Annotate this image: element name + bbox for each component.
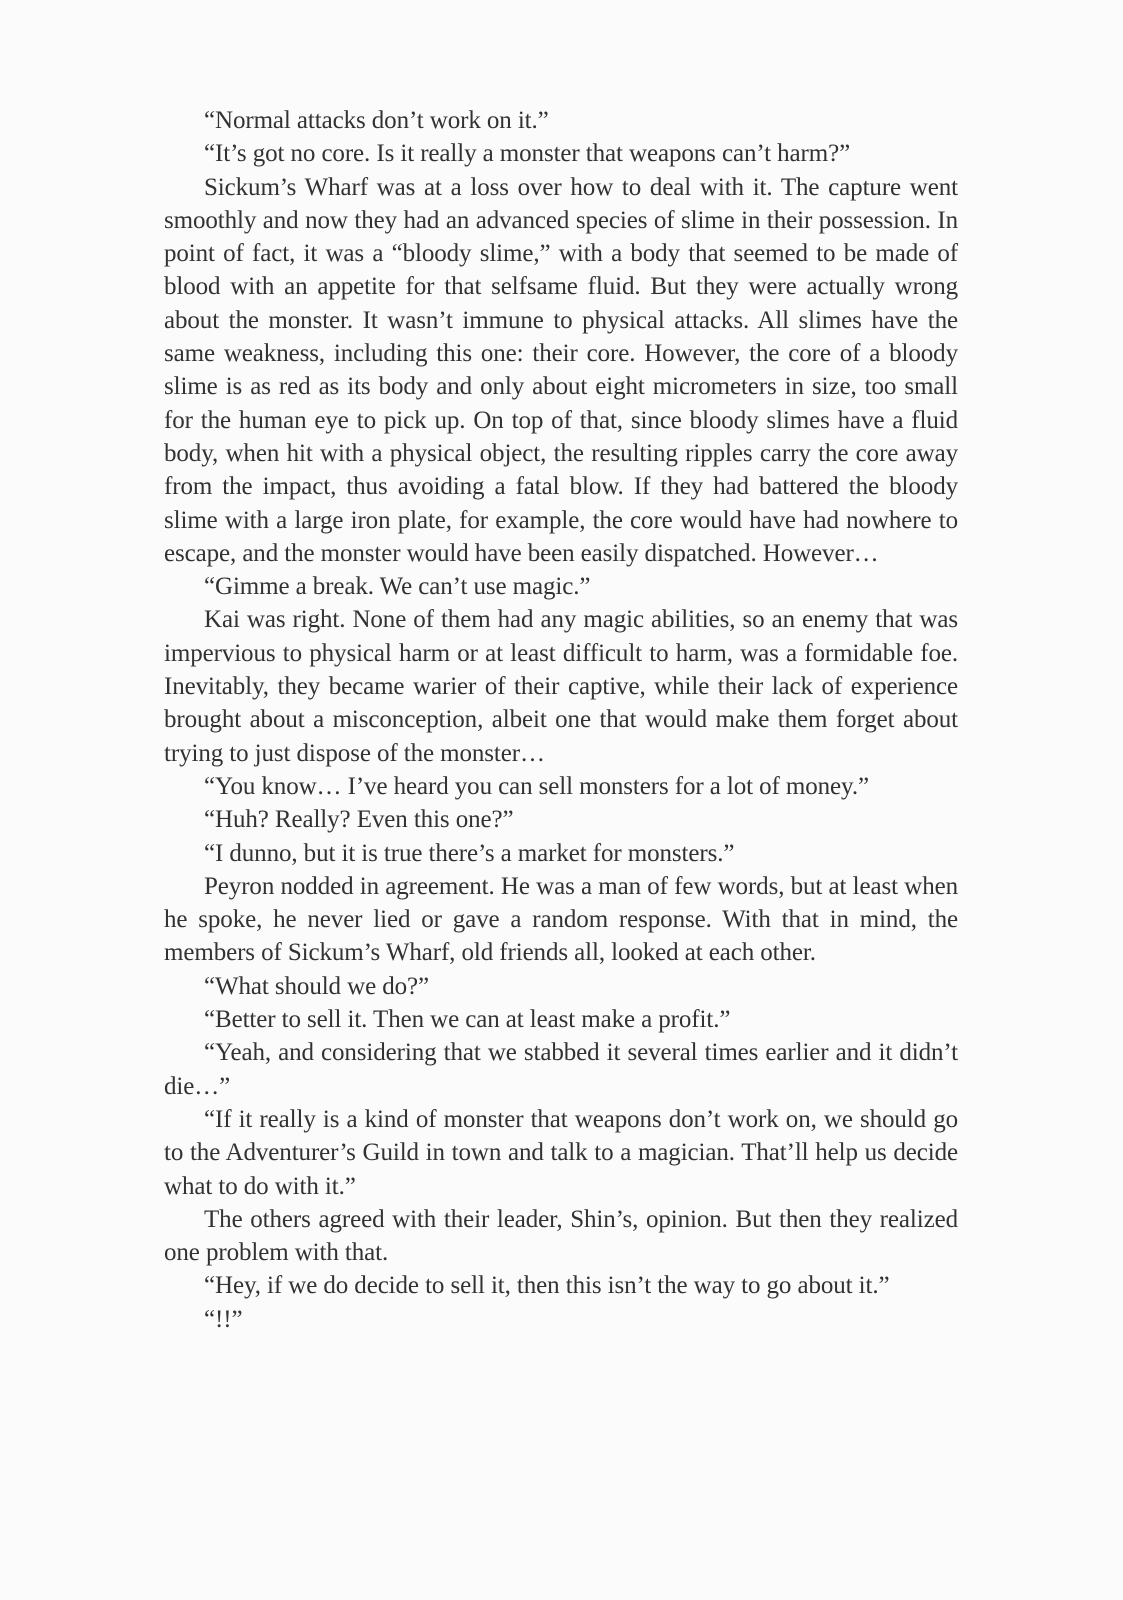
paragraph-dialogue: “!!” xyxy=(204,1305,243,1333)
paragraph-narrative: Sickum’s Wharf was at a loss over how to deal with it. The capture went smoothly and now they had an advanced species of slime in their possession. In point of fact, it was a “bloody slime,” with a body that seemed to be made of blood with an appetite for that selfsame fluid. But they were actually wrong about the monster. It wasn’t immune to physical attacks. All slimes have the same weakness, including this one: their core. However, the core of a bloody slime is as red as its body and only about eight micrometers in size, too small for the human eye to pick up. On top of that, since bloody slimes have a fluid body, when hit with a physical object, the resulting ripples carry the core away from the impact, thus avoiding a fatal blow. If they had battered the bloody slime with a large iron plate, for example, the core would have had nowhere to escape, and the monster would have been easily dispatched. However… xyxy=(164,173,958,567)
paragraph-dialogue: “Hey, if we do decide to sell it, then this isn’t the way to go about it.” xyxy=(204,1272,890,1300)
text-block xyxy=(164,104,958,1336)
paragraph-narrative: Kai was right. None of them had any magic abilities, so an enemy that was impervious to physical harm or at least difficult to harm, was a formidable foe. Inevitably, they became warier of their captive, while their lack of experience brought about a misconception, albeit one that would make them forget about trying to just dispose of the monster… xyxy=(164,606,958,767)
paragraph-dialogue: “Better to sell it. Then we can at least make a profit.” xyxy=(204,1006,731,1034)
paragraph-narrative: The others agreed with their leader, Shin’s, opinion. But then they realized one problem with that. xyxy=(164,1205,958,1267)
paragraph-dialogue: “Gimme a break. We can’t use magic.” xyxy=(204,573,591,601)
paragraph-narrative: Peyron nodded in agreement. He was a man of few words, but at least when he spoke, he never lied or gave a random response. With that in mind, the members of Sickum’s Wharf, old friends all, looked at each other. xyxy=(164,872,958,967)
paragraph-dialogue: “Normal attacks don’t work on it.” xyxy=(204,107,549,134)
paragraph-dialogue: “Huh? Really? Even this one?” xyxy=(204,806,514,834)
paragraph-dialogue: “Yeah, and considering that we stabbed it several times earlier and it didn’t die…” xyxy=(164,1039,958,1100)
paragraph-dialogue: “If it really is a kind of monster that weapons don’t work on, we should go to the Adventurer’s Guild in town and talk to a magician. That’ll help us decide what to do with it.” xyxy=(164,1105,958,1200)
paragraph-dialogue: “I dunno, but it is true there’s a market for monsters.” xyxy=(204,839,735,867)
paragraph-dialogue: “You know… I’ve heard you can sell monsters for a lot of money.” xyxy=(204,772,869,800)
paragraph-dialogue: “It’s got no core. Is it really a monster that weapons can’t harm?” xyxy=(204,140,851,168)
paragraph-dialogue: “What should we do?” xyxy=(204,972,430,1000)
